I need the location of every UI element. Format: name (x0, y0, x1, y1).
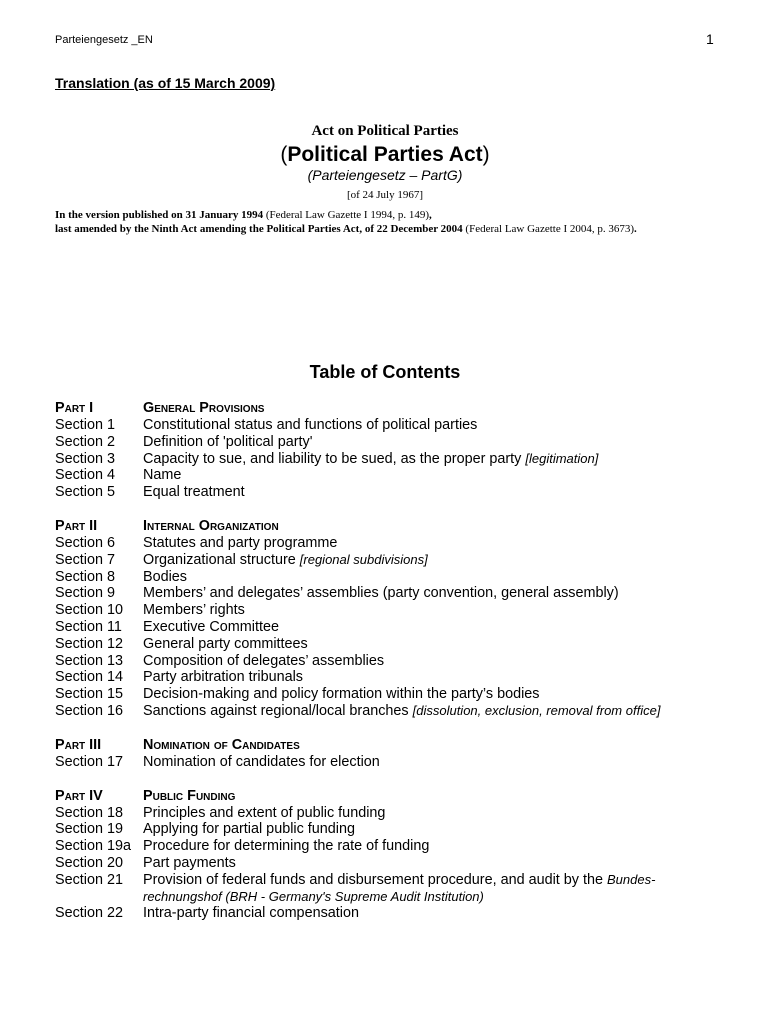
toc-section-number: Section 7 (55, 551, 116, 568)
toc-section-number: Section 17 (55, 753, 124, 770)
toc-section-title-wrap (143, 872, 725, 906)
toc-section-title-wrap (143, 754, 725, 771)
toc-section-number: Section 3 (55, 450, 116, 467)
toc-section-title: Applying for partial public funding (143, 821, 355, 838)
toc-section-title-wrap (143, 686, 725, 703)
toc-section-number: Section 14 (55, 669, 124, 686)
toc-part-title: General Provisions (143, 400, 265, 416)
toc-section-title-wrap (143, 484, 725, 501)
toc-section-title: Name (143, 467, 182, 484)
toc-section-title-wrap (143, 451, 725, 468)
toc-section-number: Section 6 (55, 534, 116, 551)
toc-entry (55, 686, 725, 703)
toc-section-number: Section 20 (55, 854, 124, 871)
toc-title: Table of Contents (309, 362, 461, 382)
act-title: Act on Political Parties (311, 123, 459, 139)
toc-entry (55, 417, 725, 434)
toc-section-title: Definition of 'political party' (143, 433, 313, 450)
toc-section-number: Section 22 (55, 905, 124, 922)
toc-entry (55, 636, 725, 653)
toc-entry (55, 585, 725, 602)
toc-entry (55, 838, 725, 855)
toc-entry (55, 467, 725, 484)
german-title: (Parteiengesetz – PartG) (307, 167, 463, 183)
toc-section-title: Executive Committee (143, 618, 279, 635)
toc-section-number: Section 21 (55, 871, 124, 888)
toc-section-title: Statutes and party programme (143, 534, 338, 551)
version-published-ref: (Federal Law Gazette I 1994, p. 149) (265, 209, 429, 221)
toc-entry (55, 905, 725, 922)
version-note (55, 208, 715, 236)
toc-part-group (55, 736, 725, 771)
toc-part-group (55, 399, 725, 501)
toc-entry (55, 754, 725, 771)
toc-part-title: Internal Organization (143, 517, 279, 534)
table-of-contents (55, 399, 725, 938)
toc-section-title: Principles and extent of public funding (143, 804, 386, 821)
toc-section-number: Section 8 (55, 568, 116, 585)
toc-section-title: Bodies (143, 568, 188, 585)
toc-section-number: Section 4 (55, 467, 116, 484)
toc-section-number: Section 15 (55, 686, 124, 703)
toc-section-number: Section 18 (55, 804, 124, 821)
toc-section-title-wrap (143, 569, 725, 586)
toc-section-title: Decision-making and policy formation within the party’s bodies (143, 686, 540, 703)
toc-section-title: Constitutional status and functions of political parties (143, 417, 478, 433)
translation-note: Translation (as of 15 March 2009) (55, 75, 276, 91)
toc-section-title: Intra-party financial compensation (143, 905, 359, 922)
toc-part-heading (55, 399, 725, 417)
toc-part-heading (55, 736, 725, 754)
toc-entry (55, 703, 725, 720)
toc-section-title-wrap (143, 855, 725, 872)
toc-entry (55, 602, 725, 619)
short-title-text: Political Parties Act (287, 143, 483, 166)
toc-section-title-wrap (143, 434, 725, 451)
toc-section-title: Capacity to sue, and liability to be sued, as the proper party (143, 450, 522, 467)
toc-entry (55, 535, 725, 552)
toc-section-number: Section 19a (55, 838, 132, 855)
toc-section-title-wrap (143, 653, 725, 670)
toc-section-title-wrap (143, 805, 725, 822)
toc-entry (55, 552, 725, 569)
toc-part-label: Part III (55, 736, 102, 753)
toc-entry (55, 805, 725, 822)
toc-entry (55, 872, 725, 906)
toc-section-title-wrap (143, 417, 725, 434)
toc-entry (55, 855, 725, 872)
toc-section-note: [legitimation] (525, 450, 599, 466)
toc-entry (55, 434, 725, 451)
toc-section-title: Nomination of candidates for election (143, 753, 380, 770)
toc-section-title-wrap (143, 619, 725, 636)
toc-part-heading (55, 787, 725, 805)
toc-section-title-wrap (143, 703, 725, 720)
toc-section-title-wrap (143, 467, 725, 484)
toc-section-title-wrap (143, 602, 725, 619)
toc-section-title-wrap (143, 585, 725, 602)
toc-part-label: Part IV (55, 787, 103, 804)
version-period: . (634, 223, 637, 235)
toc-section-number: Section 12 (55, 635, 124, 652)
toc-section-title-wrap (143, 669, 725, 686)
toc-part-title: Nomination of Candidates (143, 736, 300, 753)
toc-section-title: Part payments (143, 854, 236, 871)
toc-part-label: Part II (55, 517, 98, 534)
toc-section-title-wrap (143, 905, 725, 922)
close-paren: ) (482, 143, 490, 166)
toc-section-title-wrap (143, 838, 725, 855)
toc-entry (55, 653, 725, 670)
page-number: 1 (706, 31, 714, 47)
toc-section-title: Organizational structure (143, 551, 296, 568)
version-published: In the version published on 31 January 1994 (55, 209, 264, 221)
toc-section-title: Equal treatment (143, 484, 245, 501)
toc-entry (55, 569, 725, 586)
act-short-title (0, 143, 770, 167)
toc-part-label: Part I (55, 400, 94, 416)
toc-part-heading (55, 517, 725, 535)
toc-section-note: [dissolution, exclusion, removal from office] (412, 702, 661, 718)
toc-entry (55, 619, 725, 636)
toc-section-note: [regional subdivisions] (299, 551, 428, 567)
toc-section-number: Section 19 (55, 821, 124, 838)
toc-section-title: Members’ and delegates’ assemblies (party convention, general assembly) (143, 585, 619, 602)
toc-section-title-wrap (143, 636, 725, 653)
toc-section-title: General party committees (143, 635, 308, 652)
toc-section-title-wrap (143, 535, 725, 552)
toc-part-group (55, 517, 725, 720)
toc-section-number: Section 10 (55, 602, 124, 619)
toc-entry (55, 484, 725, 501)
version-comma: , (429, 209, 432, 221)
version-amended-ref: (Federal Law Gazette I 2004, p. 3673) (465, 223, 635, 235)
running-header: Parteiengesetz _EN (55, 34, 153, 46)
open-paren: ( (280, 143, 288, 166)
toc-section-title: Members’ rights (143, 602, 245, 619)
toc-section-title: Composition of delegates’ assemblies (143, 652, 385, 669)
toc-entry (55, 669, 725, 686)
toc-part-title: Public Funding (143, 787, 236, 804)
toc-section-title-wrap (143, 821, 725, 838)
toc-section-number: Section 16 (55, 702, 124, 719)
toc-section-number: Section 5 (55, 484, 116, 501)
toc-part-group (55, 787, 725, 923)
act-date: [of 24 July 1967] (346, 189, 424, 201)
toc-section-number: Section 2 (55, 433, 116, 450)
toc-section-title: Party arbitration tribunals (143, 669, 303, 686)
toc-section-number: Section 9 (55, 585, 116, 602)
toc-section-note: Bundes-rechnungshof (BRH - Germany's Supreme Audit Institution) (143, 871, 656, 904)
toc-section-number: Section 13 (55, 652, 124, 669)
version-amended: last amended by the Ninth Act amending the Political Parties Act, of 22 December 2004 (55, 223, 463, 235)
toc-section-title-wrap (143, 552, 725, 569)
toc-section-title: Procedure for determining the rate of funding (143, 838, 430, 855)
toc-section-number: Section 1 (55, 417, 116, 433)
toc-entry (55, 451, 725, 468)
toc-entry (55, 821, 725, 838)
toc-section-title: Sanctions against regional/local branches (143, 702, 409, 719)
toc-section-title: Provision of federal funds and disbursement procedure, and audit by the (143, 871, 603, 888)
toc-section-number: Section 11 (55, 618, 122, 635)
